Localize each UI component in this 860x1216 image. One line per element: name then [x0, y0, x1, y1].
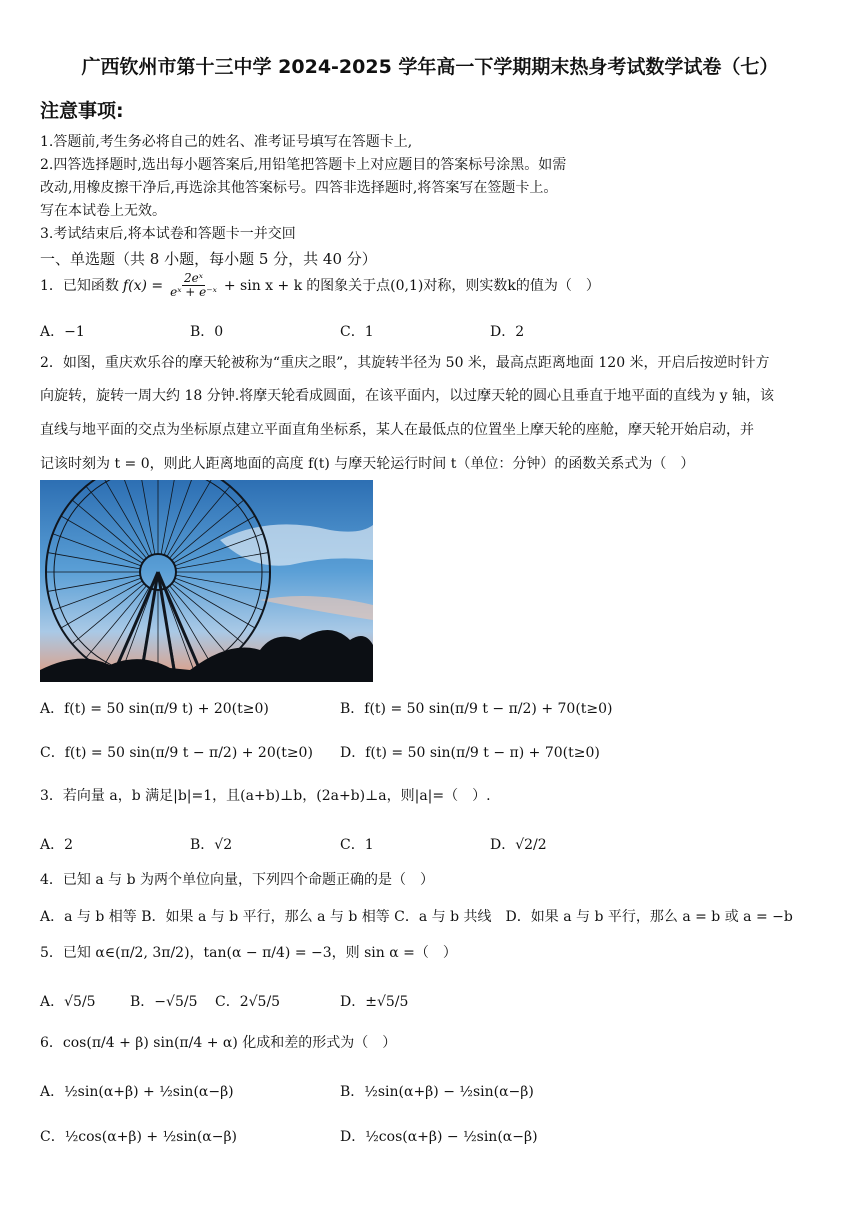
q6-option-d: D．½cos(α+β) − ½sin(α−β): [340, 1129, 538, 1145]
notice-line-5: 3.考试结束后,将本试卷和答题卡一并交回: [40, 226, 296, 242]
q1-option-b: B．0: [190, 324, 224, 340]
notice-line-2: 2.四答选择题时,选出每小题答案后,用铅笔把答题卡上对应题目的答案标号涂黑。如需: [40, 157, 567, 173]
q6-option-c: C．½cos(α+β) + ½sin(α−β): [40, 1129, 238, 1145]
q2-option-b: B．f(t) = 50 sin(π/9 t − π/2) + 70(t≥0): [340, 701, 613, 717]
section-heading: 一、单选题（共 8 小题，每小题 5 分，共 40 分）: [40, 250, 377, 268]
q1-suffix: 的图象关于点(0,1)对称，则实数k的值为（ ）: [306, 277, 600, 294]
q1-rest: + sin x + k: [223, 277, 303, 294]
q6-option-b: B．½sin(α+β) − ½sin(α−β): [340, 1084, 534, 1100]
q1-fraction: [168, 272, 219, 299]
q2-option-d: D．f(t) = 50 sin(π/9 t − π) + 70(t≥0): [340, 745, 600, 761]
q3-option-d: D．√2/2: [490, 837, 547, 853]
q2-option-c: C．f(t) = 50 sin(π/9 t − π/2) + 20(t≥0): [40, 745, 313, 761]
q2-option-a: A．f(t) = 50 sin(π/9 t) + 20(t≥0): [40, 701, 269, 717]
question-4: 4．已知 a 与 b 为两个单位向量，下列四个命题正确的是（ ）: [40, 872, 435, 888]
q1-option-a: A．−1: [40, 324, 85, 340]
notice-line-4: 写在本试卷上无效。: [40, 203, 166, 219]
q4-options: A．a 与 b 相等 B．如果 a 与 b 平行，那么 a 与 b 相等 C．a 与 b 共线 D．如果 a 与 b 平行，那么 a = b 或 a = −b: [40, 909, 793, 925]
q1-option-c: C．1: [340, 324, 374, 340]
question-5: 5．已知 α∈(π/2, 3π/2)，tan(α − π/4) = −3，则 sin α =（ ）: [40, 945, 457, 961]
q5-option-c: C．2√5/5: [215, 994, 281, 1010]
q1-prefix: 1．已知函数: [40, 277, 119, 294]
q2-line-2: 向旋转，旋转一周大约 18 分钟.将摩天轮看成圆面，在该平面内，以过摩天轮的圆心且垂直于地平面的直线为 y 轴，该: [40, 388, 774, 404]
notice-heading: 注意事项:: [40, 100, 124, 122]
q5-option-b: B．−√5/5: [130, 994, 198, 1010]
q2-line-4: 记该时刻为 t = 0，则此人距离地面的高度 f(t) 与摩天轮运行时间 t（单位：分钟）的函数关系式为（ ）: [40, 456, 695, 472]
question-6: 6．cos(π/4 + β) sin(π/4 + α) 化成和差的形式为（ ）: [40, 1035, 397, 1051]
q2-line-1: 2．如图，重庆欢乐谷的摩天轮被称为“重庆之眼”，其旋转半径为 50 米，最高点距离地面 120 米，开启后按逆时针方: [40, 355, 770, 371]
q1-option-d: D．2: [490, 324, 525, 340]
q5-option-a: A．√5/5: [40, 994, 96, 1010]
q5-option-d: D．±√5/5: [340, 994, 409, 1010]
notice-line-1: 1.答题前,考生务必将自己的姓名、准考证号填写在答题卡上,: [40, 134, 413, 150]
q3-option-b: B．√2: [190, 837, 233, 853]
q1-func: f(x) =: [122, 277, 164, 294]
q3-option-c: C．1: [340, 837, 374, 853]
question-3: 3．若向量 a，b 满足|b|=1，且(a+b)⊥b，(2a+b)⊥a，则|a|=（ ）.: [40, 788, 491, 804]
q6-option-a: A．½sin(α+β) + ½sin(α−β): [40, 1084, 234, 1100]
q1-numerator: 2eˣ: [183, 271, 203, 285]
exam-title: 广西钦州市第十三中学 2024-2025 学年高一下学期期末热身考试数学试卷（七）: [81, 56, 779, 78]
q1-denominator: eˣ + e⁻ˣ: [170, 285, 217, 300]
notice-line-3: 改动,用橡皮擦干净后,再选涂其他答案标号。四答非选择题时,将答案写在签题卡上。: [40, 180, 558, 196]
ferris-wheel-photo: [40, 480, 373, 682]
q2-line-3: 直线与地平面的交点为坐标原点建立平面直角坐标系，某人在最低点的位置坐上摩天轮的座舱，摩天轮开始启动，并: [40, 422, 754, 438]
question-1: [40, 272, 600, 299]
q3-option-a: A．2: [40, 837, 74, 853]
